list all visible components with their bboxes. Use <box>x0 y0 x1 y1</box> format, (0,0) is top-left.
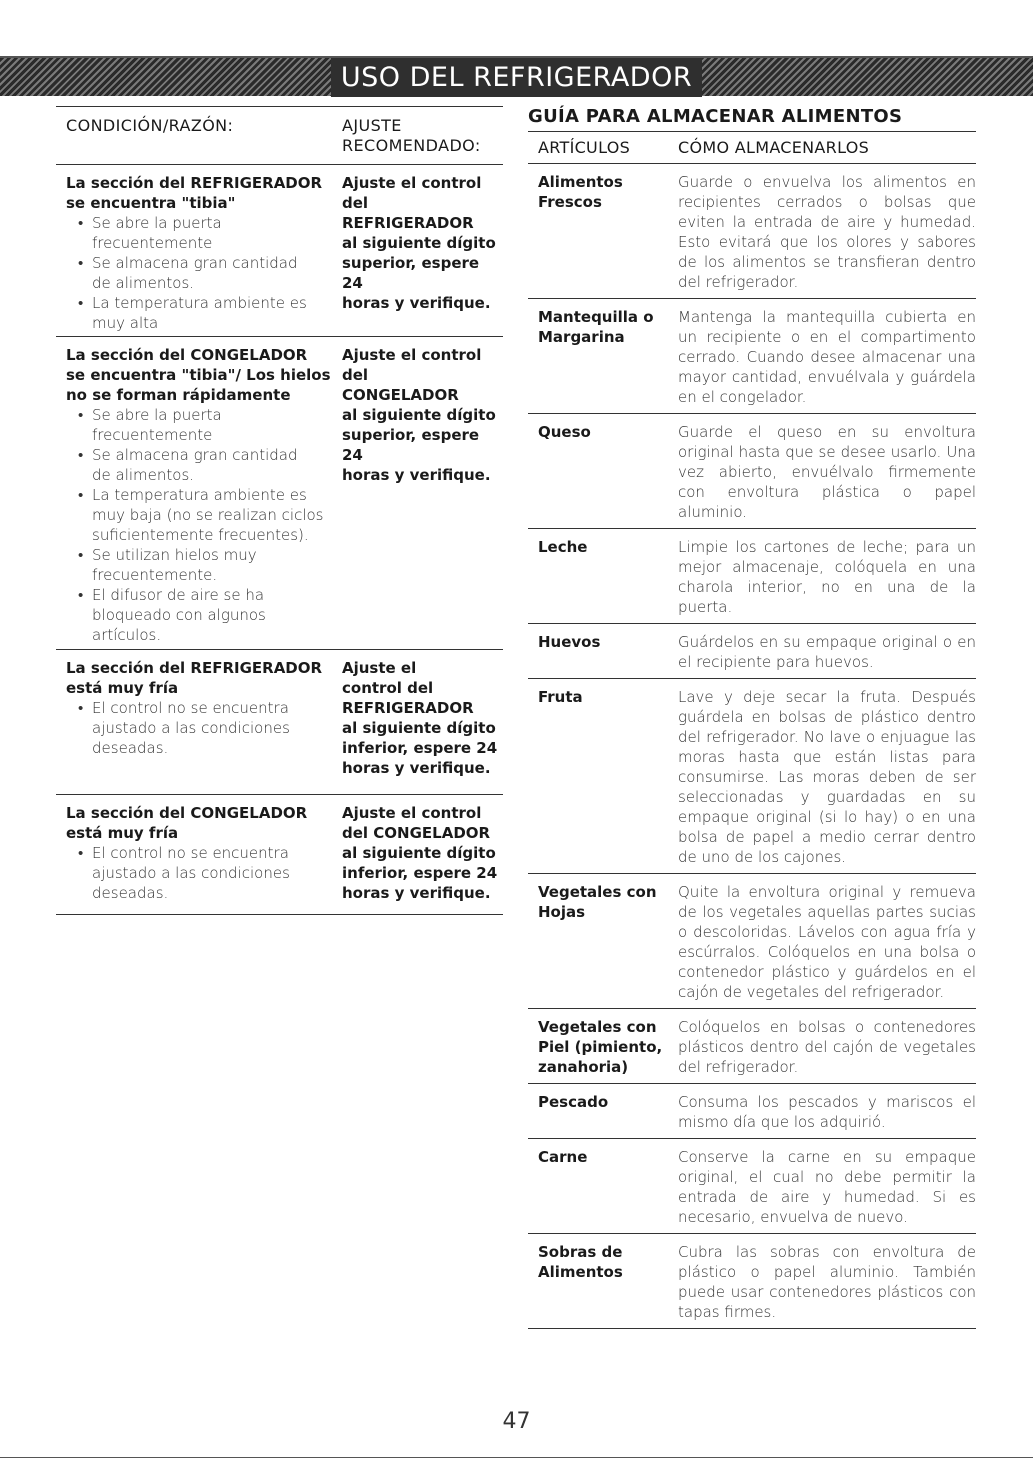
food-storage-guide <box>528 106 976 1329</box>
storage-row <box>528 679 976 874</box>
troubleshooting-row <box>56 165 503 337</box>
storage-instructions: Conserve la carne en su empaque original, el cual no debe permitir la entrada de aire y humedad. Si es necesario, envuelva de nuevo. <box>678 1148 976 1226</box>
food-item: Pescado <box>538 1093 609 1111</box>
condition-reason: • La temperatura ambiente es muy alta <box>66 293 342 333</box>
condition-reason: • La temperatura ambiente es muy baja (no se realizan ciclos suficientemente frecuentes). <box>66 485 342 545</box>
food-item: Leche <box>538 538 588 556</box>
condition-reason: • Se utilizan hielos muy frecuentemente. <box>66 545 342 585</box>
storage-instructions: Mantenga la mantequilla cubierta en un recipiente o en el compartimento cerrado. Cuando desee almacenar una mayor cantidad, envuélvala y guárdela en el congelador. <box>678 308 976 406</box>
header-items: ARTÍCULOS <box>538 138 631 157</box>
condition-reason: • El control no se encuentra ajustado a las condiciones deseadas. <box>66 698 342 758</box>
adjust-cell: Ajuste el control del REFRIGERADOR al siguiente dígito superior, espere 24 horas y verifique. <box>342 174 496 312</box>
troubleshooting-row <box>56 795 503 915</box>
food-item: Sobras de Alimentos <box>538 1243 623 1281</box>
condition-reason: • Se almacena gran cantidad de alimentos. <box>66 445 342 485</box>
condition-title: La sección del CONGELADOR está muy fría <box>66 804 308 842</box>
storage-instructions: Quite la envoltura original y remueva de los vegetales aquellas partes sucias o descoloridas. Lávelos con agua fría y escúrralos. Colóquelos en una bolsa o contenedor plástico y guárdelos en el cajón de vegetales del refrigerador. <box>678 883 976 1001</box>
storage-instructions: Guarde el queso en su envoltura original hasta que se desee usarlo. Una vez abierto, envuélvalo firmemente con envoltura plástica o papel aluminio. <box>678 423 976 521</box>
adjust-cell: Ajuste el control del REFRIGERADOR al siguiente dígito inferior, espere 24 horas y verifique. <box>342 659 498 777</box>
storage-row <box>528 874 976 1009</box>
storage-guide-title: GUÍA PARA ALMACENAR ALIMENTOS <box>528 106 976 132</box>
storage-row <box>528 1084 976 1139</box>
condition-cell <box>66 173 342 332</box>
storage-guide-header <box>528 132 976 164</box>
storage-instructions: Consuma los pescados y mariscos el mismo día que los adquirió. <box>678 1093 976 1131</box>
food-item: Fruta <box>538 688 583 706</box>
storage-row <box>528 414 976 529</box>
header-condition: CONDICIÓN/RAZÓN: <box>66 116 234 135</box>
food-item: Huevos <box>538 633 601 651</box>
troubleshooting-header <box>56 106 503 165</box>
storage-instructions: Guarde o envuelva los alimentos en recipientes cerrados o bolsas que eviten la entrada de aire y humedad. Esto evitará que los olores y sabores de los alimentos se transfieran dentro del refrigerador. <box>678 173 976 291</box>
food-item: Queso <box>538 423 591 441</box>
header-how: CÓMO ALMACENARLOS <box>678 138 870 157</box>
troubleshooting-table <box>56 106 503 915</box>
storage-row <box>528 164 976 299</box>
food-item: Vegetales con Hojas <box>538 883 657 921</box>
storage-instructions: Guárdelos en su empaque original o en el recipiente para huevos. <box>678 633 976 671</box>
condition-cell <box>66 658 342 786</box>
condition-reason: • Se almacena gran cantidad de alimentos. <box>66 253 342 293</box>
troubleshooting-row <box>56 650 503 795</box>
troubleshooting-row <box>56 337 503 650</box>
header-adjust: AJUSTE RECOMENDADO: <box>342 116 481 155</box>
condition-reason: • El control no se encuentra ajustado a las condiciones deseadas. <box>66 843 342 903</box>
adjust-cell: Ajuste el control del CONGELADOR al siguiente dígito superior, espere 24 horas y verifique. <box>342 346 496 484</box>
food-item: Carne <box>538 1148 588 1166</box>
storage-instructions: Limpie los cartones de leche; para un mejor almacenaje, colóquela en una charola interior, no en una de la puerta. <box>678 538 976 616</box>
storage-row <box>528 1234 976 1329</box>
condition-title: La sección del REFRIGERADOR se encuentra "tibia" <box>66 174 323 212</box>
condition-title: La sección del CONGELADOR se encuentra "tibia"/ Los hielos no se forman rápidamente <box>66 346 331 404</box>
section-header-band <box>0 58 1033 96</box>
condition-reason: • El difusor de aire se ha bloqueado con algunos artículos. <box>66 585 342 645</box>
condition-reason: • Se abre la puerta frecuentemente <box>66 405 342 445</box>
storage-row <box>528 1139 976 1234</box>
section-title: USO DEL REFRIGERADOR <box>331 58 702 97</box>
storage-instructions: Lave y deje secar la fruta. Después guárdela en bolsas de plástico dentro del refrigerador. No lave o enjuague las moras hasta que están listas para consumirse. Las moras deben de ser seleccionadas y guardadas en su empaque original (si lo hay) o en una bolsa de papel a medio cerrar dentro de uno de los cajones. <box>678 688 976 866</box>
food-item: Alimentos Frescos <box>538 173 623 211</box>
adjust-cell: Ajuste el control del CONGELADOR al siguiente dígito inferior, espere 24 horas y verifique. <box>342 804 498 902</box>
food-item: Vegetales con Piel (pimiento, zanahoria) <box>538 1018 663 1076</box>
storage-instructions: Colóquelos en bolsas o contenedores plásticos dentro del cajón de vegetales del refrigerador. <box>678 1018 976 1076</box>
storage-instructions: Cubra las sobras con envoltura de plástico o papel aluminio. También puede usar contenedores plásticos con tapas firmes. <box>678 1243 976 1321</box>
condition-reason: • Se abre la puerta frecuentemente <box>66 213 342 253</box>
storage-row <box>528 1009 976 1084</box>
storage-row <box>528 624 976 679</box>
food-item: Mantequilla o Margarina <box>538 308 654 346</box>
condition-cell <box>66 345 342 644</box>
condition-cell <box>66 803 342 906</box>
page-number: 47 <box>502 1409 531 1434</box>
condition-title: La sección del REFRIGERADOR está muy fría <box>66 659 323 697</box>
storage-row <box>528 529 976 624</box>
storage-row <box>528 299 976 414</box>
